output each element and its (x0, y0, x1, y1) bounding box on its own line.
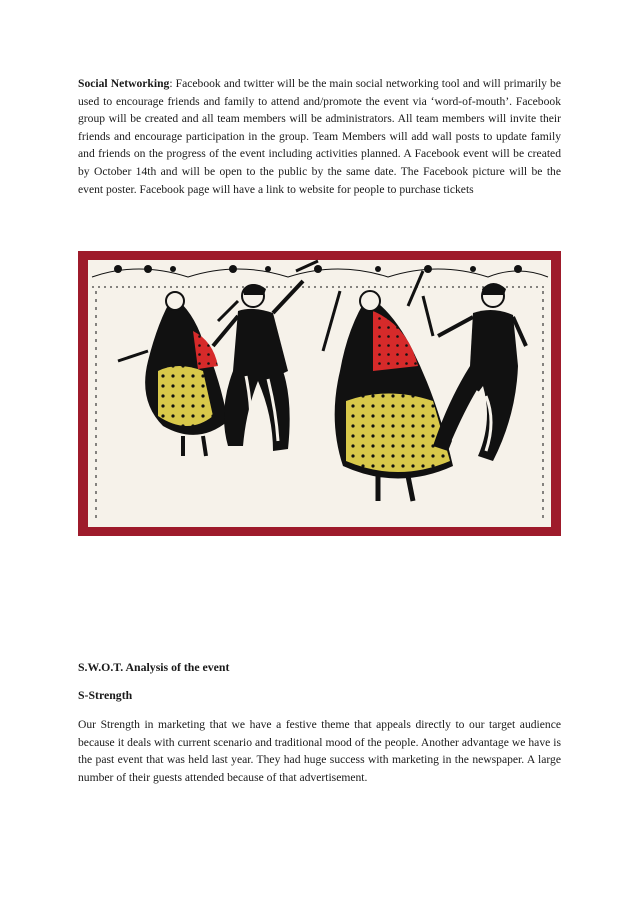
illustration-svg (78, 251, 561, 536)
social-networking-paragraph (78, 75, 561, 198)
garba-dance-illustration (78, 251, 561, 536)
strength-paragraph: Our Strength in marketing that we have a festive theme that appeals directly to our target audience because it deals with current scenario and traditional mood of the people. Another advantage we have is the past event that was held last year. They had huge success with marketing in the newspaper. A large number of their guests attended because of that advertisement. (78, 718, 561, 784)
social-networking-label: Social Networking (78, 77, 170, 90)
social-networking-text: : Facebook and twitter will be the main social networking tool and will primarily be used to encourage friends and family to attend and/promote the event via ‘word-of-mouth’. Facebook group will be created and all team members will be administrators. All team members will invite their friends and encourage participation in the group. Team Members will add wall posts to update family and friends on the progress of the event including activities planned. A Facebook event will be created by October 14th and will be open to the public by the same date. The Facebook picture will be the event poster. Facebook page will have a link to website for people to purchase tickets (78, 77, 562, 196)
swot-title: S.W.O.T. Analysis of the event (78, 660, 230, 674)
strength-heading: S-Strength (78, 688, 133, 702)
